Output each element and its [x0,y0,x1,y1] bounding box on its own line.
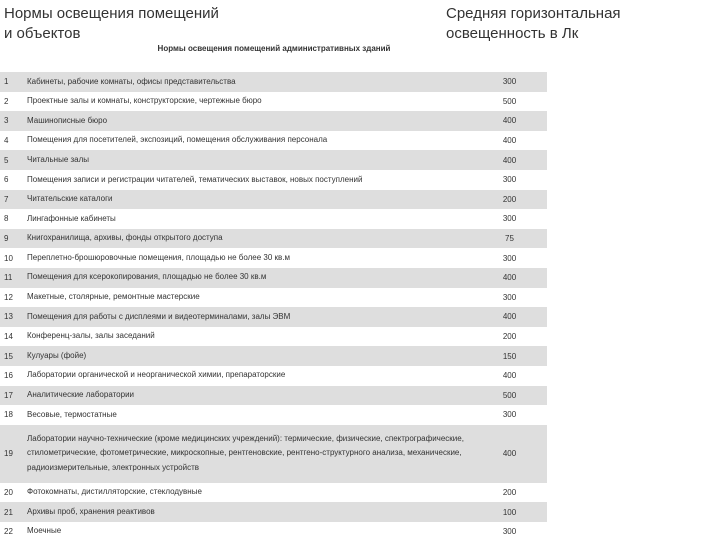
table-row [0,307,547,327]
table-row [0,170,547,190]
table-row [0,483,547,503]
row-name-cell: Лаборатории научно-технические (кроме медицинских учреждений): термические, физические, спектрографические, стилометрические, фотометрические, микроскопные, рентгеновские, рентгено-структурного анализа, механические, радиоизмерительные, электронных устройств [27,433,464,472]
table-row [0,72,547,92]
lighting-norms-table [0,72,547,541]
right-column-title: Средняя горизонтальная освещенность в Лк [446,5,621,42]
table-row [0,425,547,483]
table-title: Нормы освещения помещений административных зданий [157,44,391,53]
row-num-cell: 9 [4,234,9,244]
row-lux-cell: 400 [502,136,517,146]
row-name-cell: Помещения для работы с дисплеями и видеотерминалами, залы ЭВМ [27,311,291,321]
row-num-cell: 4 [4,136,9,146]
row-num-cell: 18 [4,410,13,420]
row-num-cell: 12 [4,292,13,302]
table-row [0,386,547,406]
row-num-cell: 17 [4,390,13,400]
row-num-cell: 13 [4,312,13,322]
row-num-cell: 3 [4,116,9,126]
row-name-cell: Лаборатории органической и неорганической химии, препараторские [27,370,286,380]
row-lux-cell: 500 [502,96,517,106]
row-lux-cell: 300 [502,253,517,263]
row-num-cell: 14 [4,332,13,342]
row-lux-cell: 75 [505,234,514,244]
table-row [0,327,547,347]
table-row [0,229,547,249]
row-name-cell: Помещения записи и регистрации читателей, тематических выставок, новых поступлений [27,174,363,184]
row-lux-cell: 500 [502,390,517,400]
row-lux-cell: 300 [502,527,517,537]
row-name-cell: Книгохранилища, архивы, фонды открытого доступа [27,233,223,243]
row-num-cell: 5 [4,155,9,165]
row-lux-cell: 300 [502,292,517,302]
row-lux-cell: 200 [502,487,517,497]
row-num-cell: 2 [4,96,9,106]
row-name-cell: Архивы проб, хранения реактивов [27,506,155,516]
row-num-cell: 15 [4,351,13,361]
left-column-title: Нормы освещения помещений и объектов [4,5,219,42]
row-name-cell: Помещения для посетителей, экспозиций, помещения обслуживания персонала [27,135,328,145]
row-name-cell: Аналитические лаборатории [27,390,135,400]
row-lux-cell: 300 [502,175,517,185]
row-name-cell: Читальные залы [27,154,90,164]
row-lux-cell: 400 [502,273,517,283]
row-lux-cell: 200 [502,194,517,204]
row-lux-cell: 400 [502,449,517,459]
row-lux-cell: 300 [502,410,517,420]
table-row [0,522,547,541]
row-lux-cell: 100 [502,507,517,517]
table-row [0,268,547,288]
row-num-cell: 16 [4,371,13,381]
row-num-cell: 7 [4,194,9,204]
row-lux-cell: 300 [502,77,517,87]
row-num-cell: 6 [4,175,9,185]
table-row [0,150,547,170]
row-name-cell: Лингафонные кабинеты [27,213,116,223]
row-name-cell: Кулуары (фойе) [27,350,87,360]
table-row [0,346,547,366]
row-name-cell: Читательские каталоги [27,194,113,204]
row-name-cell: Проектные залы и комнаты, конструкторские, чертежные бюро [27,96,262,106]
row-name-cell: Машинописные бюро [27,115,108,125]
row-lux-cell: 400 [502,312,517,322]
row-num-cell: 10 [4,253,13,263]
table-row [0,405,547,425]
row-num-cell: 8 [4,214,9,224]
row-lux-cell: 400 [502,116,517,126]
row-num-cell: 22 [4,527,13,537]
row-num-cell: 11 [4,273,13,283]
row-name-cell: Макетные, столярные, ремонтные мастерские [27,292,200,302]
row-num-cell: 21 [4,507,13,517]
row-lux-cell: 400 [502,371,517,381]
row-name-cell: Помещения для ксерокопирования, площадью не более 30 кв.м [27,272,267,282]
row-name-cell: Фотокомнаты, дистилляторские, стеклодувные [27,487,202,497]
table-row [0,111,547,131]
table-row [0,288,547,308]
row-lux-cell: 300 [502,214,517,224]
table-row [0,209,547,229]
row-lux-cell: 200 [502,332,517,342]
row-lux-cell: 400 [502,155,517,165]
table-row [0,248,547,268]
table-row [0,92,547,112]
row-name-cell: Моечные [27,526,62,536]
row-num-cell: 1 [4,77,9,87]
table-row [0,366,547,386]
table-row [0,131,547,151]
row-name-cell: Переплетно-брошюровочные помещения, площадью не более 30 кв.м [27,252,291,262]
row-lux-cell: 150 [502,351,517,361]
row-name-cell: Кабинеты, рабочие комнаты, офисы представительства [27,76,236,86]
row-name-cell: Весовые, термостатные [27,409,117,419]
row-num-cell: 19 [4,449,13,459]
table-row [0,502,547,522]
row-num-cell: 20 [4,487,13,497]
table-row [0,190,547,210]
row-name-cell: Конференц-залы, залы заседаний [27,331,155,341]
